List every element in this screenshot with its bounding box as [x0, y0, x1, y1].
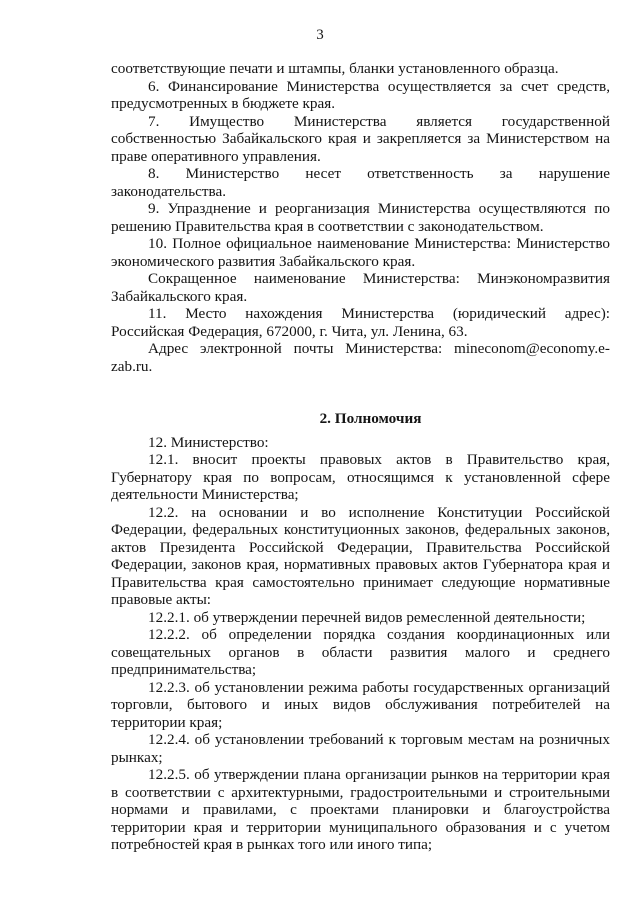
paragraph: 12.2.5. об утверждении плана организации рынков на территории края в соответствии с архитектурными, градостроительными и строительными нормами и правилами, с проектами планировки и благоустройства территории края и территории муниципального образования и с учетом потребностей края в рынках того или иного типа;	[111, 766, 610, 853]
paragraph: 12.1. вносит проекты правовых актов в Правительство края, Губернатору края по вопросам, относящимся к установленной сфере деятельности Министерства;	[111, 451, 610, 503]
section-heading: 2. Полномочия	[319, 410, 422, 427]
page-number: 3	[316, 27, 324, 43]
document-body	[111, 60, 610, 854]
paragraph: 12. Министерство:	[148, 433, 269, 451]
paragraph: 7. Имущество Министерства является государственной собственностью Забайкальского края и закрепляется за Министерством на праве оперативного управления.	[111, 112, 610, 165]
paragraph: соответствующие печати и штампы, бланки установленного образца.	[111, 60, 559, 77]
paragraph: 11. Место нахождения Министерства (юридический адрес): Российская Федерация, 672000, г. Чита, ул. Ленина, 63.	[111, 305, 610, 340]
paragraph: 12.2. на основании и во исполнение Конституции Российской Федерации, федеральных конституционных законов, федеральных законов, актов Президента Российской Федерации, Правительства Российской Федерации, законов края, нормативных правовых актов Губернатора края и Правительства края самостоятельно принимает следующие нормативные правовые акты:	[111, 503, 610, 608]
paragraph: 9. Упразднение и реорганизация Министерства осуществляются по решению Правительства края в соответствии с законодательством.	[111, 200, 610, 235]
paragraph: Сокращенное наименование Министерства: Минэкономразвития Забайкальского края.	[111, 270, 610, 305]
paragraph: 12.2.1. об утверждении перечней видов ремесленной деятельности;	[148, 608, 586, 626]
paragraph: 12.2.2. об определении порядка создания координационных или совещательных органов в области развития малого и среднего предпринимательства;	[111, 626, 610, 678]
paragraph: 12.2.3. об установлении режима работы государственных организаций торговли, бытового и иных видов обслуживания потребителей на территории края;	[111, 678, 610, 731]
paragraph: 8. Министерство несет ответственность за нарушение законодательства.	[111, 165, 610, 200]
paragraph: 12.2.4. об установлении требований к торговым местам на розничных рынках;	[111, 731, 610, 766]
paragraph: 6. Финансирование Министерства осуществляется за счет средств, предусмотренных в бюджете края.	[111, 77, 610, 112]
paragraph: Адрес электронной почты Министерства: mineconom@economy.e-zab.ru.	[111, 340, 610, 375]
paragraph: 10. Полное официальное наименование Министерства: Министерство экономического развития Забайкальского края.	[111, 235, 610, 270]
